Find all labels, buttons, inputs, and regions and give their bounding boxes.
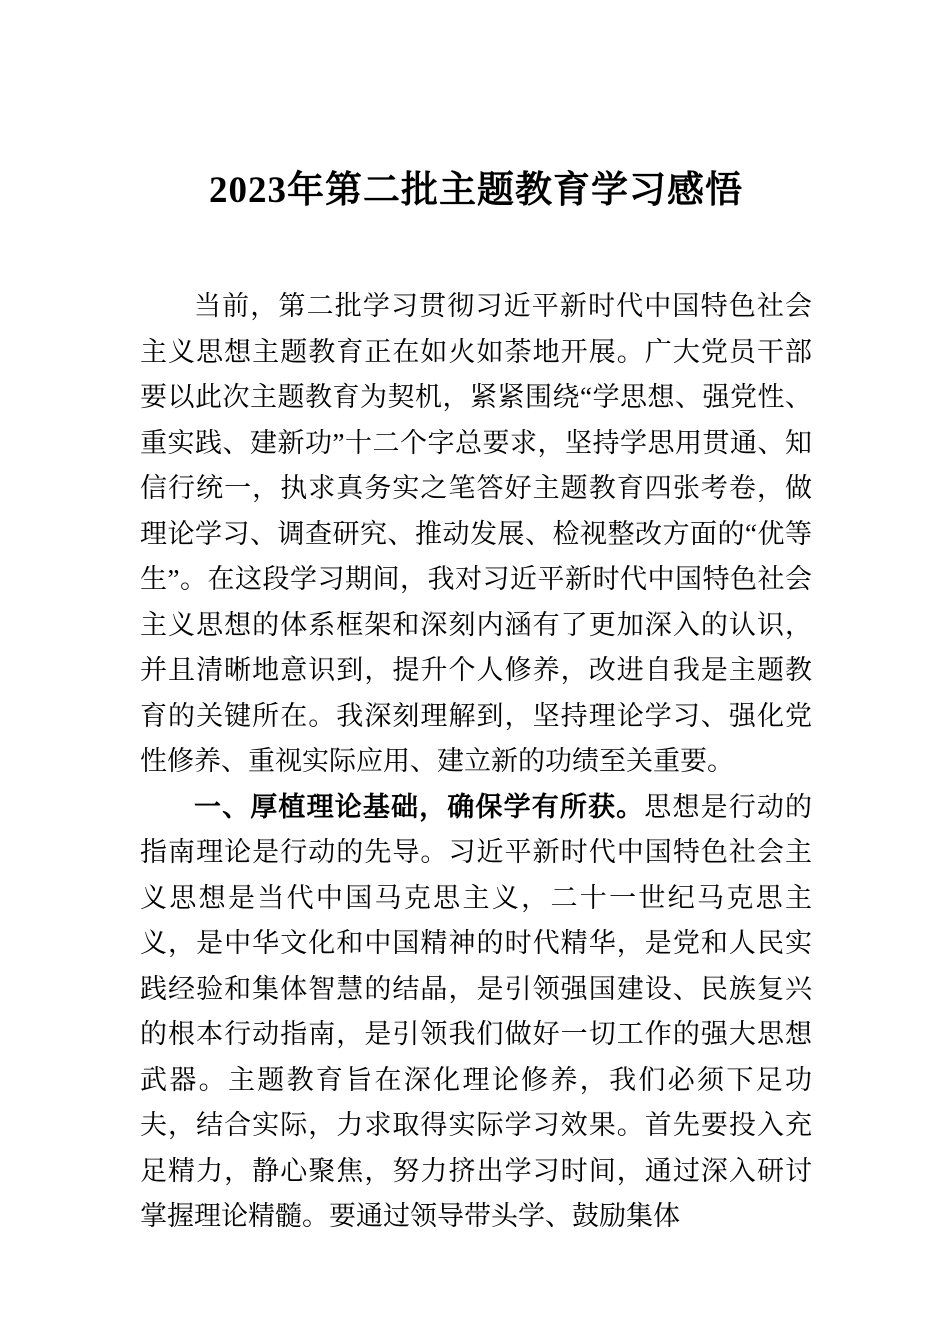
paragraph-intro: 当前，第二批学习贯彻习近平新时代中国特色社会主义思想主题教育正在如火如荼地开展。广大党员干部要以此次主题教育为契机，紧紧围绕“学思想、强党性、重实践、建新功”十二个字总要求，坚持学思用贯通、知信行统一，执求真务实之笔答好主题教育四张考卷，做理论学习、调查研究、推动发展、检视整改方面的“优等生”。在这段学习期间，我对习近平新时代中国特色社会主义思想的体系框架和深刻内涵有了更加深入的认识，并且清晰地意识到，提升个人修养，改进自我是主题教育的关键所在。我深刻理解到，坚持理论学习、强化党性修养、重视实际应用、建立新的功绩至关重要。	[140, 291, 812, 776]
document-title: 2023年第二批主题教育学习感悟	[209, 170, 743, 211]
paragraph-section-1-heading: 一、厚植理论基础，确保学有所获。	[194, 791, 645, 822]
paragraph-section-1-text: 思想是行动的指南理论是行动的先导。习近平新时代中国特色社会主义思想是当代中国马克思主义，二十一世纪马克思主义，是中华文化和中国精神的时代精华，是党和人民实践经验和集体智慧的结晶，是引领强国建设、民族复兴的根本行动指南，是引领我们做好一切工作的强大思想武器。主题教育旨在深化理论修养，我们必须下足功夫，结合实际，力求取得实际学习效果。首先要投入充足精力，静心聚焦，努力挤出学习时间，通过深入研讨掌握理论精髓。要通过领导带头学、鼓励集体	[140, 791, 813, 1231]
paragraph-section-1	[140, 785, 812, 1240]
